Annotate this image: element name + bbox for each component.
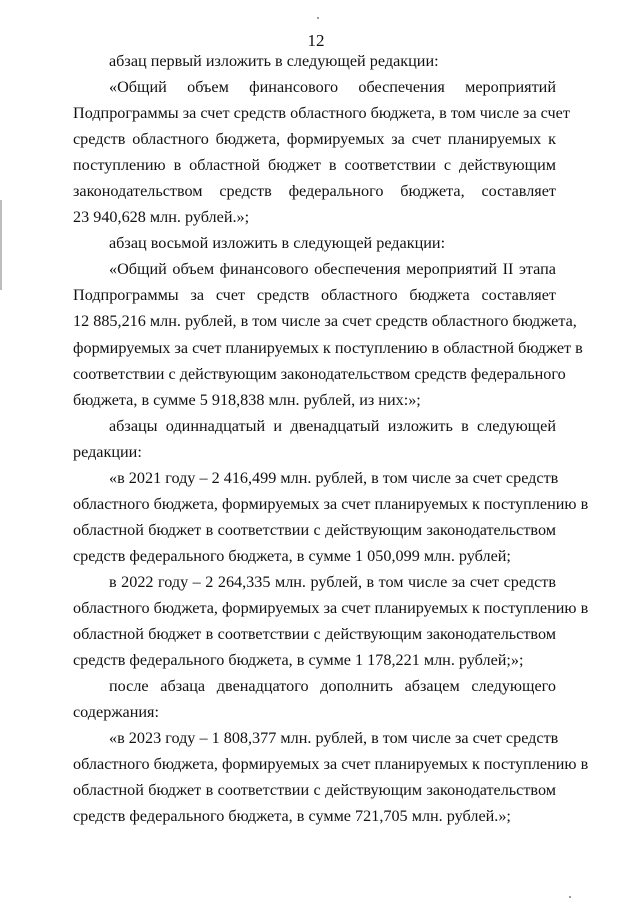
document-body bbox=[73, 48, 589, 829]
text-line: средств федерального бюджета, в сумме 1 050,099 млн. рублей; bbox=[73, 546, 511, 565]
text-line: областного бюджета, формируемых за счет планируемых к поступлению в bbox=[73, 494, 589, 513]
text-line: поступлению в областной бюджет в соответствии с действующим bbox=[73, 156, 556, 175]
text-line: «в 2021 году – 2 416,499 млн. рублей, в том числе за счет средств bbox=[109, 468, 559, 487]
page-number: 12 bbox=[307, 31, 325, 50]
text-line: законодательством средств федерального бюджета, составляет bbox=[73, 182, 556, 201]
quoted-paragraph bbox=[73, 256, 583, 412]
quoted-paragraph bbox=[73, 465, 589, 569]
text-line: редакции: bbox=[73, 442, 142, 461]
text-line: областной бюджет в соответствии с действующим законодательством bbox=[73, 520, 556, 539]
text-line: 12 885,216 млн. рублей, в том числе за счет средств областного бюджета, bbox=[73, 312, 577, 331]
text-line: 23 940,628 млн. рублей.»; bbox=[73, 208, 250, 227]
text-line: областной бюджет в соответствии с действующим законодательством bbox=[73, 781, 556, 800]
text-line: содержания: bbox=[73, 703, 159, 722]
text-line: средств областного бюджета, формируемых за счет планируемых к bbox=[73, 130, 556, 149]
text-line: Подпрограммы за счет средств областного бюджета, в том числе за счет bbox=[73, 104, 570, 123]
instruction-paragraph bbox=[73, 48, 556, 74]
scan-edge-mark bbox=[0, 200, 2, 290]
text-line: областного бюджета, формируемых за счет планируемых к поступлению в bbox=[73, 755, 589, 774]
text-line: абзац восьмой изложить в следующей редакции: bbox=[109, 234, 446, 253]
text-line: «в 2023 году – 1 808,377 млн. рублей, в том числе за счет средств bbox=[109, 729, 559, 748]
text-line: «Общий объем финансового обеспечения мероприятий bbox=[109, 78, 556, 97]
instruction-paragraph bbox=[73, 230, 556, 256]
text-line: областной бюджет в соответствии с действующим законодательством bbox=[73, 625, 556, 644]
text-line: средств федерального бюджета, в сумме 721,705 млн. рублей.»; bbox=[73, 807, 511, 826]
text-line: абзацы одиннадцатый и двенадцатый изложить в следующей bbox=[109, 416, 556, 435]
text-line: соответствии с действующим законодательством средств федерального bbox=[73, 364, 566, 383]
text-line: абзац первый изложить в следующей редакции: bbox=[109, 52, 439, 70]
instruction-paragraph bbox=[73, 413, 556, 465]
text-line: Подпрограммы за счет средств областного бюджета составляет bbox=[73, 286, 556, 305]
text-line: «Общий объем финансового обеспечения мероприятий II этапа bbox=[109, 260, 556, 279]
text-line: формируемых за счет планируемых к поступлению в областной бюджет в bbox=[73, 338, 583, 357]
quoted-paragraph bbox=[73, 74, 570, 230]
quoted-paragraph bbox=[73, 569, 589, 673]
text-line: после абзаца двенадцатого дополнить абзацем следующего bbox=[109, 677, 556, 696]
text-line: в 2022 году – 2 264,335 млн. рублей, в том числе за счет средств bbox=[109, 572, 556, 591]
scan-speck bbox=[569, 896, 571, 898]
quoted-paragraph bbox=[73, 725, 589, 829]
scan-speck bbox=[317, 17, 319, 19]
text-line: средств федерального бюджета, в сумме 1 178,221 млн. рублей;»; bbox=[73, 651, 524, 670]
text-line: бюджета, в сумме 5 918,838 млн. рублей, из них:»; bbox=[73, 390, 421, 409]
instruction-paragraph bbox=[73, 673, 556, 725]
text-line: областного бюджета, формируемых за счет планируемых к поступлению в bbox=[73, 598, 589, 617]
